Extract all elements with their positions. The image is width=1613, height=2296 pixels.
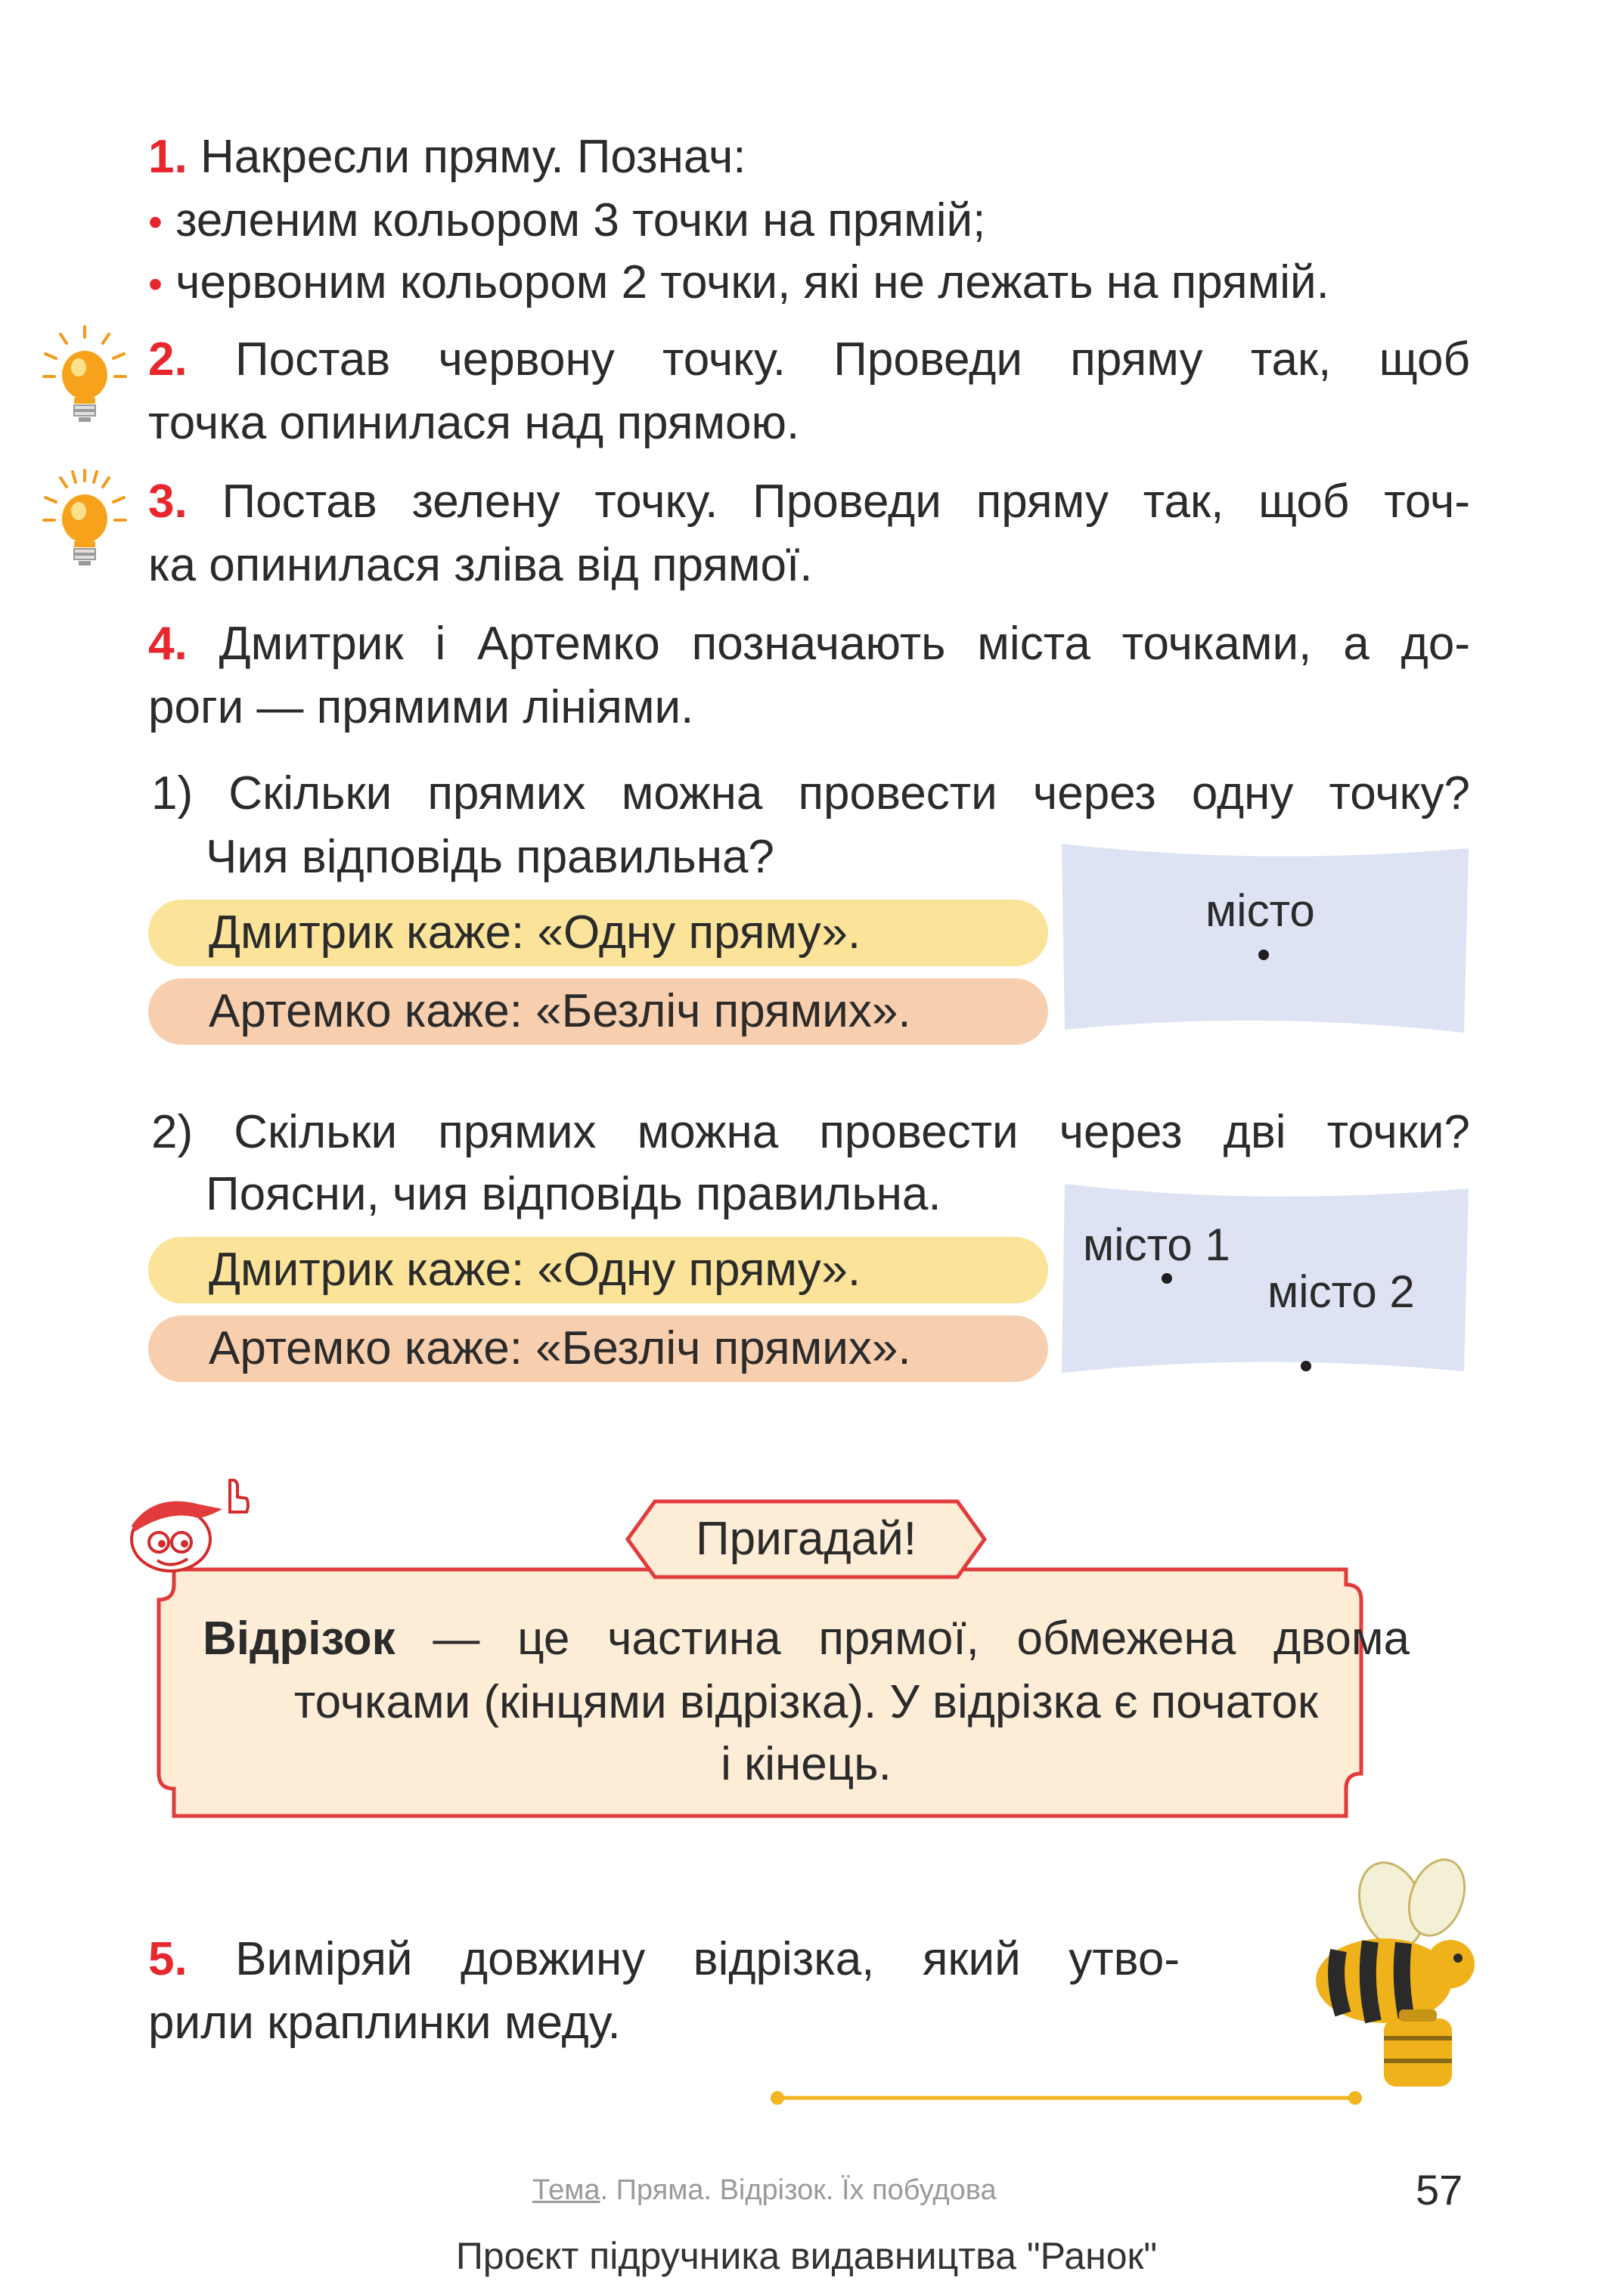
answer-text: Артемко каже: «Безліч прямих».	[209, 1322, 911, 1374]
lightbulb-icon	[39, 467, 130, 581]
remember-title: Пригадай!	[696, 1513, 917, 1565]
task-number: 1.	[148, 131, 188, 183]
answer-dmytryk-1	[148, 900, 1048, 966]
task-number: 3.	[148, 476, 188, 528]
task-2-line-1	[148, 330, 1470, 390]
answer-artemko-2	[148, 1315, 1048, 1382]
task-5-line-1	[148, 1929, 1180, 1990]
topic-text: . Пряма. Відрізок. Їх побудова	[600, 2174, 997, 2206]
task-2-line-2: точка опинилася над прямою.	[148, 397, 800, 449]
publisher-note: Проєкт підручника видавництва "Ранок"	[455, 2235, 1158, 2277]
task-1-title	[148, 127, 746, 187]
task-number: 5.	[148, 1933, 188, 1985]
city-point	[1258, 950, 1269, 960]
question-text: Скільки прямих можна провести через одну точку?	[228, 767, 1470, 820]
task-text: Постав зелену точку. Проведи пряму так, щоб точ-	[222, 476, 1470, 528]
remember-line-1	[203, 1609, 1410, 1669]
task-text: Накресли пряму. Познач:	[200, 131, 746, 183]
remember-line-3: і кінець.	[721, 1738, 892, 1790]
page-number: 57	[1416, 2166, 1463, 2214]
question-text: Скільки прямих можна провести через дві точки?	[234, 1106, 1471, 1158]
bullet-icon: •	[148, 200, 163, 245]
task-4-line-1	[148, 614, 1470, 674]
bullet-text: червоним кольором 2 точки, які не лежать на прямій.	[175, 256, 1329, 308]
answer-text: Дмитрик каже: «Одну пряму».	[209, 906, 861, 959]
footer-topic	[532, 2174, 997, 2207]
answer-artemko-1	[148, 978, 1048, 1045]
lightbulb-icon	[39, 324, 130, 437]
city-2-point	[1301, 1361, 1311, 1371]
task-text: Виміряй довжину відрізка, який утво-	[235, 1933, 1180, 1985]
topic-label: Тема	[532, 2174, 600, 2206]
task-3-line-1	[148, 472, 1470, 532]
bullet-text: зеленим кольором 3 точки на прямій;	[175, 194, 986, 246]
task-text: Постав червону точку. Проведи пряму так, щоб	[235, 333, 1470, 386]
task-3-line-2: ка опинилася зліва від прямої.	[148, 539, 813, 591]
answer-text: Дмитрик каже: «Одну пряму».	[209, 1244, 861, 1296]
question-2-line-2: Поясни, чия відповідь правильна.	[206, 1168, 941, 1220]
question-1-line-1	[151, 764, 1470, 824]
bullet-icon: •	[148, 262, 163, 307]
question-2-line-1	[151, 1102, 1470, 1163]
task-number: 2.	[148, 333, 188, 386]
bee-icon	[1286, 1852, 1482, 2094]
task-number: 4.	[148, 618, 188, 670]
remember-text: — це частина прямої, обмежена двома	[395, 1613, 1410, 1665]
map-one-city	[1056, 839, 1470, 1037]
city-label: місто	[1205, 885, 1315, 936]
task-text: Дмитрик і Артемко позначають міста точками, а до-	[219, 618, 1470, 670]
remember-line-2: точками (кінцями відрізка). У відрізка є початок	[293, 1676, 1319, 1728]
city-2-label: місто 2	[1267, 1266, 1415, 1317]
city-1-label: місто 1	[1083, 1219, 1230, 1270]
answer-text: Артемко каже: «Безліч прямих».	[209, 985, 911, 1037]
question-number: 1)	[151, 767, 194, 820]
question-1-line-2: Чия відповідь правильна?	[206, 831, 774, 883]
city-1-point	[1162, 1273, 1172, 1284]
question-number: 2)	[151, 1106, 194, 1158]
answer-dmytryk-2	[148, 1237, 1048, 1303]
honey-segment	[764, 2087, 1369, 2109]
task-4-line-2: роги — прямими лініями.	[148, 681, 694, 733]
remember-term: Відрізок	[203, 1613, 395, 1665]
task-5-line-2: рили краплинки меду.	[148, 1997, 621, 2049]
task-1-bullet-1	[148, 191, 985, 253]
kid-mascot-icon	[109, 1479, 260, 1585]
task-1-bullet-2	[148, 253, 1329, 314]
